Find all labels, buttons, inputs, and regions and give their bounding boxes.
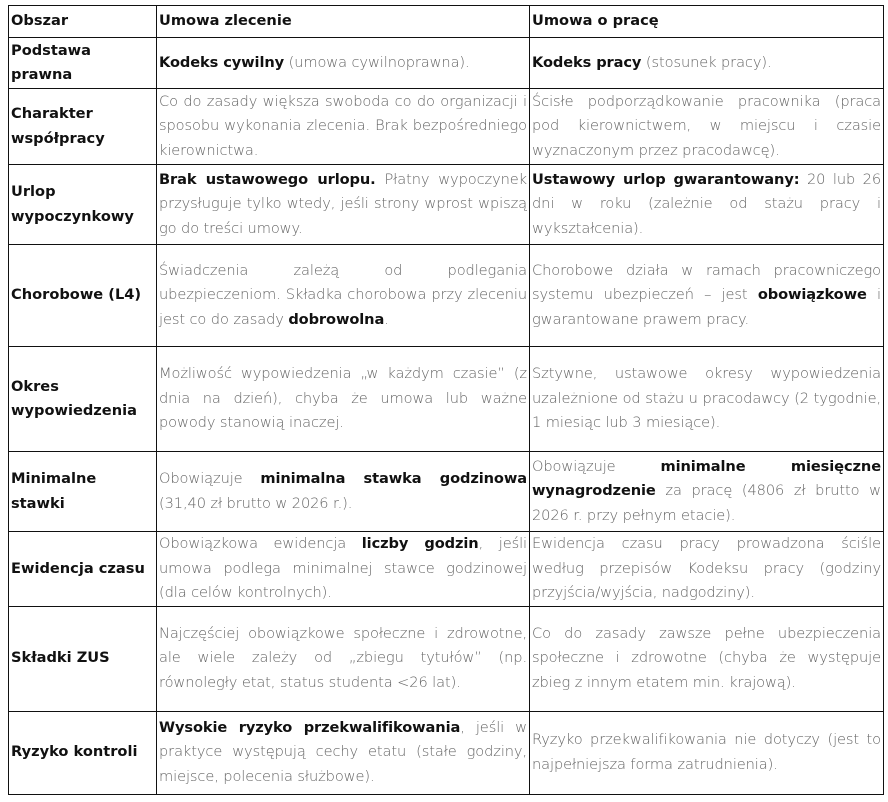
cell-umowa-zlecenie	[157, 89, 530, 165]
table-header-row	[9, 6, 884, 38]
text: Świadczenia zależą od podlegania ubezpieczeniom. Składka chorobowa przy zleceniu jest co do zasady	[159, 261, 527, 328]
table-row	[9, 165, 884, 245]
cell-umowa-o-prace	[530, 606, 884, 711]
text: Co do zasady większa swoboda co do organizacji i sposobu wykonania zlecenia. Brak bezpośredniego kierownictwa.	[159, 92, 527, 159]
cell-umowa-o-prace	[530, 165, 884, 245]
bold-text: minimalne miesięczne wynagrodzenie	[532, 457, 881, 500]
cell-umowa-zlecenie	[157, 532, 530, 607]
text: Ryzyko przekwalifikowania nie dotyczy (jest to najpełniejsza forma zatrudnienia).	[532, 731, 881, 773]
text: Płatny wypoczynek przysługuje tylko wtedy, jeśli strony wprost wpiszą go do treści umowy.	[159, 170, 527, 237]
row-area-label: Urlop wypoczynkowy	[9, 165, 157, 245]
text: i gwarantowane prawem pracy.	[532, 286, 881, 328]
cell-umowa-zlecenie	[157, 606, 530, 711]
table-row	[9, 89, 884, 165]
cell-umowa-zlecenie	[157, 347, 530, 452]
text: Obowiązuje	[159, 470, 261, 487]
row-area-label: Chorobowe (L4)	[9, 245, 157, 347]
table-row	[9, 606, 884, 711]
bold-text: dobrowolna	[288, 310, 385, 328]
text: 20 lub 26 dni w roku (zależnie od stażu pracy i wykształcenia).	[532, 170, 882, 237]
text: (stosunek pracy).	[641, 53, 772, 71]
cell-umowa-o-prace	[530, 89, 884, 165]
table-row	[9, 347, 884, 452]
row-area-label: Okres wypowiedzenia	[9, 347, 157, 452]
bold-text: obowiązkowe	[757, 286, 867, 304]
header-area: Obszar	[9, 6, 157, 38]
cell-umowa-o-prace	[530, 347, 884, 452]
cell-umowa-o-prace	[530, 452, 884, 532]
table-row	[9, 452, 884, 532]
row-area-label: Ewidencja czasu	[9, 532, 157, 607]
text: Chorobowe działa w ramach pracowniczego systemu ubezpieczeń – jest	[532, 261, 881, 304]
table-row	[9, 38, 884, 89]
text: Obowiązkowa ewidencja	[159, 535, 362, 552]
bold-text: liczby godzin	[361, 535, 479, 552]
text: Co do zasady zawsze pełne ubezpieczenia społeczne i zdrowotne (chyba że występuje zbieg z innym etatem min. krajową).	[532, 624, 881, 691]
text: Możliwość wypowiedzenia „w każdym czasie” (z dnia na dzień), chyba że umowa lub ważne powody stanowią inaczej.	[159, 365, 527, 432]
bold-text: Brak ustawowego urlopu.	[159, 170, 376, 188]
text: , jeśli w praktyce występują cechy etatu (stałe godziny, miejsce, polecenia służbowe).	[159, 718, 528, 785]
text: Obowiązuje	[532, 457, 661, 475]
row-area-label: Ryzyko kontroli	[9, 711, 157, 794]
cell-umowa-o-prace	[530, 38, 884, 89]
bold-text: minimalna stawka godzinowa	[260, 470, 527, 487]
row-area-label: Minimalne stawki	[9, 452, 157, 532]
bold-text: Wysokie ryzyko przekwalifikowania	[159, 718, 461, 736]
header-umowa-o-prace: Umowa o pracę	[530, 6, 884, 38]
cell-umowa-o-prace	[530, 711, 884, 794]
text: (31,40 zł brutto w 2026 r.).	[159, 494, 353, 512]
cell-umowa-zlecenie	[157, 711, 530, 794]
bold-text: Kodeks cywilny	[159, 53, 285, 71]
text: , jeśli umowa podlega minimalnej stawce godzinowej (dla celów kontrolnych).	[159, 535, 527, 601]
text: Sztywne, ustawowe okresy wypowiedzenia uzależnione od stażu u pracodawcy (2 tygodnie, 1 miesiąc lub 3 miesiące).	[532, 365, 881, 432]
text: .	[384, 310, 389, 328]
text: Ścisłe podporządkowanie pracownika (praca pod kierownictwem, w miejscu i czasie wyznaczonym przez pracodawcę).	[532, 92, 881, 159]
row-area-label: Składki ZUS	[9, 606, 157, 711]
table-row	[9, 245, 884, 347]
row-area-label: Charakter współpracy	[9, 89, 157, 165]
cell-umowa-o-prace	[530, 532, 884, 607]
cell-umowa-zlecenie	[157, 452, 530, 532]
bold-text: Kodeks pracy	[532, 53, 642, 71]
bold-text: Ustawowy urlop gwarantowany:	[532, 170, 800, 188]
text: Ewidencja czasu pracy prowadzona ściśle według przepisów Kodeksu pracy (godziny przyjścia/wyjścia, nadgodziny).	[532, 535, 881, 601]
cell-umowa-o-prace	[530, 245, 884, 347]
cell-umowa-zlecenie	[157, 245, 530, 347]
table-row	[9, 711, 884, 794]
header-umowa-zlecenie: Umowa zlecenie	[157, 6, 530, 38]
text: Najczęściej obowiązkowe społeczne i zdrowotne, ale wiele zależy od „zbiegu tytułów” (np. równoległy etat, status studenta <26 lat).	[159, 624, 527, 691]
text: za pracę (4806 zł brutto w 2026 r. przy pełnym etacie).	[532, 482, 881, 524]
comparison-table	[8, 5, 884, 795]
cell-umowa-zlecenie	[157, 165, 530, 245]
text: (umowa cywilnoprawna).	[284, 53, 470, 71]
cell-umowa-zlecenie	[157, 38, 530, 89]
row-area-label: Podstawa prawna	[9, 38, 157, 89]
table-row	[9, 532, 884, 607]
